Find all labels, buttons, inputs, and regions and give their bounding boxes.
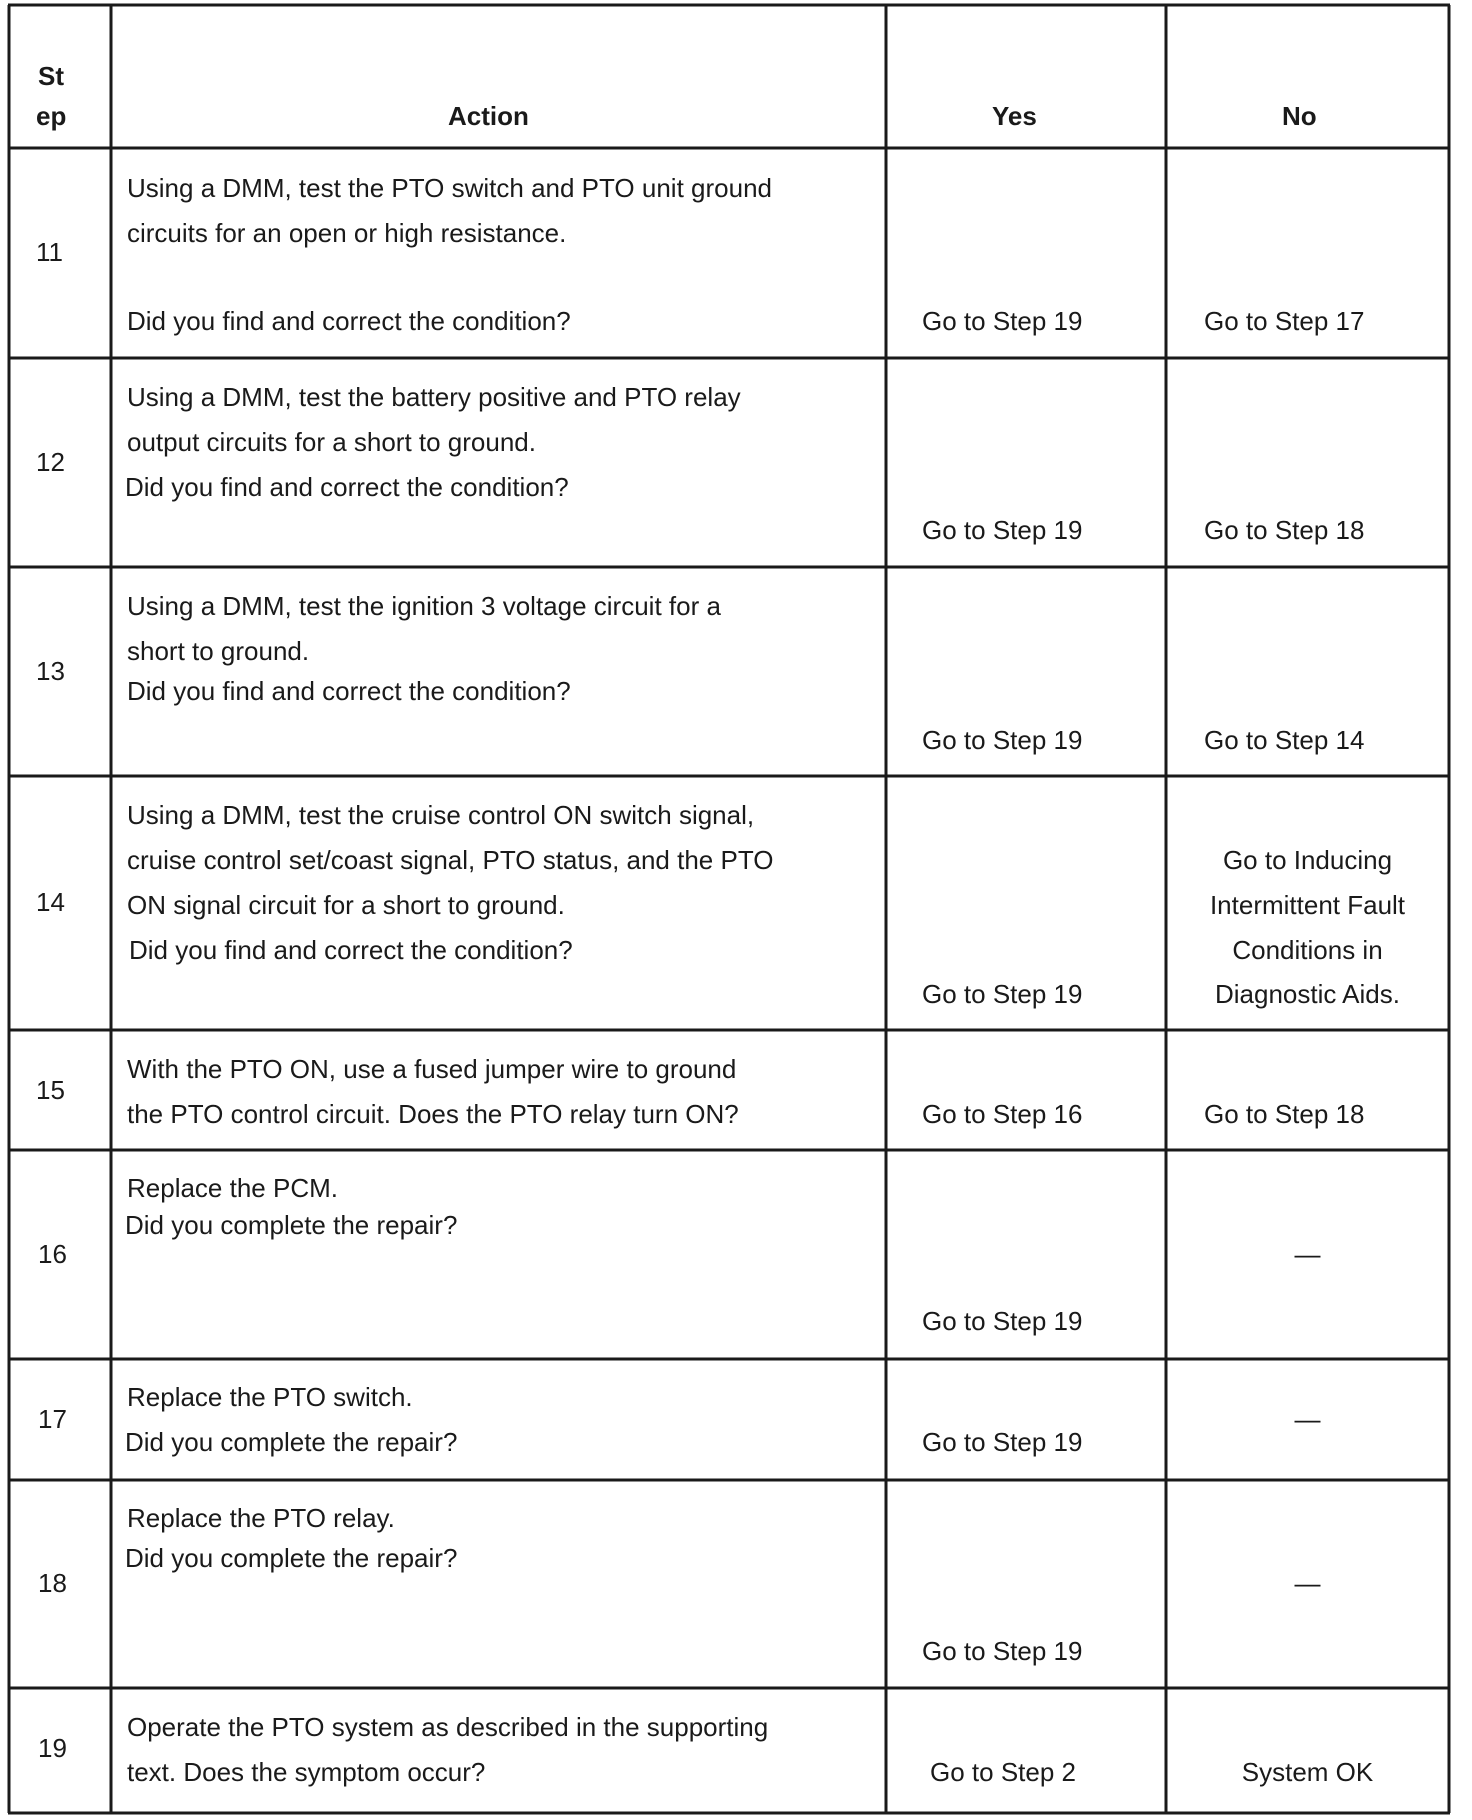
action-line: Using a DMM, test the battery positive and PTO relay (127, 382, 741, 412)
action-line: cruise control set/coast signal, PTO status, and the PTO (127, 845, 774, 875)
step-number: 18 (38, 1568, 67, 1598)
action-question: Did you complete the repair? (125, 1210, 458, 1240)
header-action: Action (448, 101, 529, 131)
header-step-line2: ep (36, 101, 67, 131)
no-outcome: Go to Step 18 (1204, 1099, 1365, 1129)
yes-outcome: Go to Step 16 (922, 1099, 1083, 1129)
no-outcome: Go to Step 14 (1204, 725, 1365, 755)
step-number: 11 (36, 237, 63, 267)
action-question: Did you complete the repair? (125, 1543, 458, 1573)
step-number: 14 (36, 887, 65, 917)
yes-outcome: Go to Step 19 (922, 306, 1083, 336)
action-line: ON signal circuit for a short to ground. (127, 890, 565, 920)
no-outcome-line: Diagnostic Aids. (1215, 979, 1400, 1009)
no-outcome-line: Conditions in (1232, 935, 1383, 965)
yes-outcome: Go to Step 19 (922, 725, 1083, 755)
yes-outcome: Go to Step 19 (922, 515, 1083, 545)
action-line: Operate the PTO system as described in the supporting (127, 1712, 769, 1742)
no-outcome-line: Go to Inducing (1222, 845, 1393, 875)
header-no: No (1282, 101, 1317, 131)
action-line: Using a DMM, test the PTO switch and PTO unit ground (127, 173, 772, 203)
step-number: 16 (38, 1239, 67, 1269)
action-line: short to ground. (127, 636, 310, 666)
yes-outcome: Go to Step 19 (922, 979, 1083, 1009)
action-question: Did you find and correct the condition? (129, 935, 573, 965)
action-question: Did you find and correct the condition? (127, 676, 571, 706)
action-line: Using a DMM, test the ignition 3 voltage circuit for a (127, 591, 721, 621)
action-line: With the PTO ON, use a fused jumper wire to ground (127, 1054, 737, 1084)
no-outcome: System OK (1241, 1757, 1374, 1787)
step-number: 19 (38, 1733, 67, 1763)
no-outcome-dash: — (1294, 1568, 1321, 1598)
no-outcome-dash: — (1294, 1239, 1321, 1269)
action-line: output circuits for a short to ground. (127, 427, 536, 457)
no-outcome-line: Intermittent Fault (1209, 890, 1406, 920)
yes-outcome: Go to Step 2 (930, 1757, 1076, 1787)
action-question: Did you find and correct the condition? (127, 306, 571, 336)
step-number: 15 (36, 1075, 65, 1105)
no-outcome: Go to Step 17 (1204, 306, 1365, 336)
header-step-line1: St (38, 61, 64, 91)
yes-outcome: Go to Step 19 (922, 1636, 1083, 1666)
action-line: Replace the PTO relay. (127, 1503, 395, 1533)
action-line: circuits for an open or high resistance. (127, 218, 567, 248)
yes-outcome: Go to Step 19 (922, 1427, 1083, 1457)
action-line: text. Does the symptom occur? (127, 1757, 486, 1787)
action-question: Did you find and correct the condition? (125, 472, 569, 502)
step-number: 17 (38, 1404, 67, 1434)
action-question: Did you complete the repair? (125, 1427, 458, 1457)
step-number: 13 (36, 656, 65, 686)
action-line: Using a DMM, test the cruise control ON switch signal, (127, 800, 755, 830)
action-line: Replace the PCM. (127, 1173, 338, 1203)
yes-outcome: Go to Step 19 (922, 1306, 1083, 1336)
step-number: 12 (36, 447, 65, 477)
action-line: the PTO control circuit. Does the PTO relay turn ON? (127, 1099, 739, 1129)
no-outcome: Go to Step 18 (1204, 515, 1365, 545)
action-line: Replace the PTO switch. (127, 1382, 413, 1412)
header-yes: Yes (992, 101, 1037, 131)
no-outcome-dash: — (1294, 1404, 1321, 1434)
